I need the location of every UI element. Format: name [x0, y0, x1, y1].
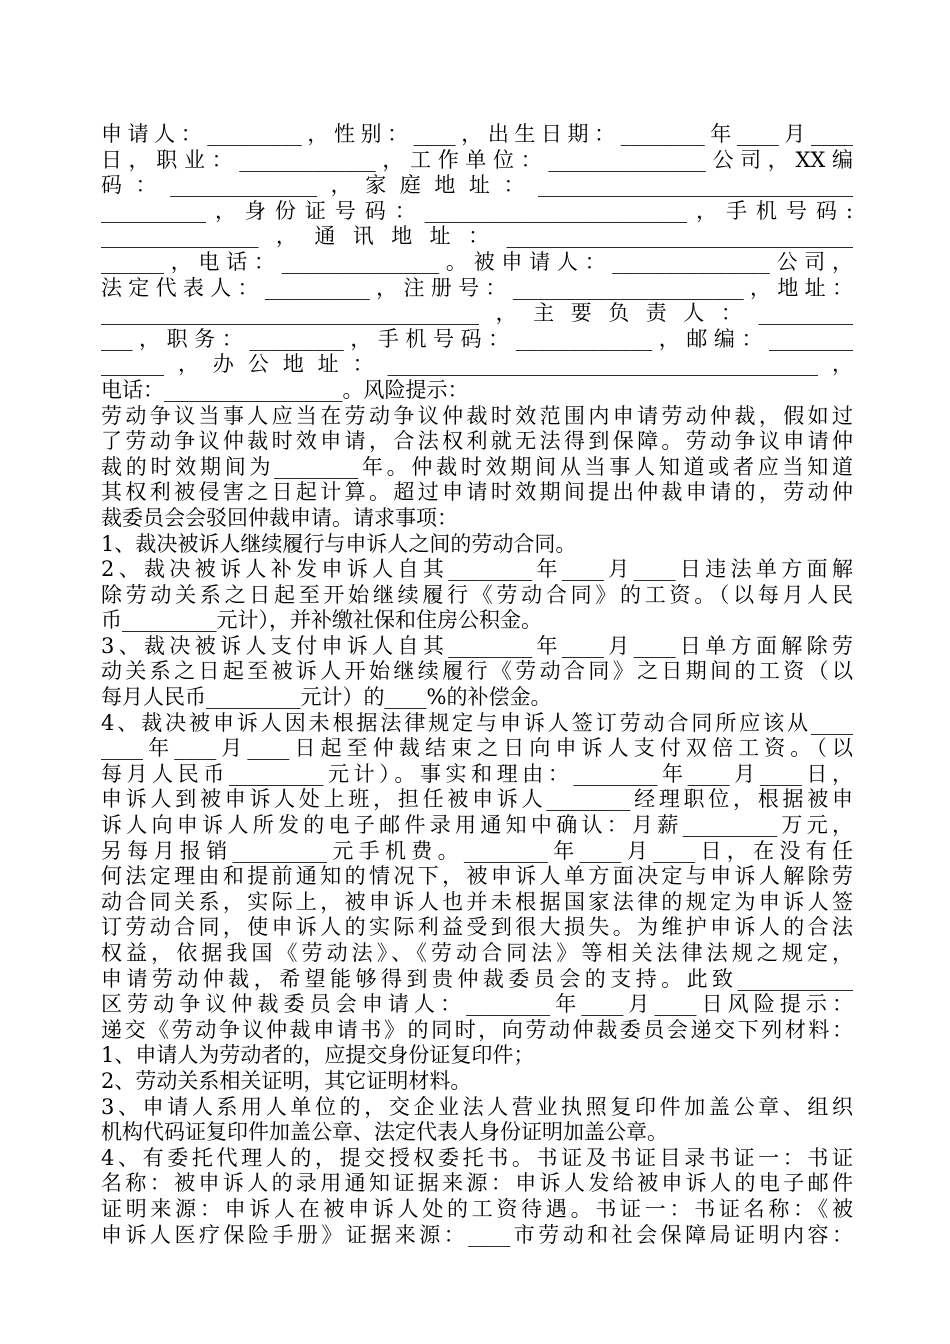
text-line: 了劳动争议仲裁时效申请，合法权利就无法得到保障。劳动争议申请仲	[101, 429, 853, 454]
text-line: 递交《劳动争议仲裁申请书》的同时，向劳动仲裁委员会递交下列材料：	[101, 1017, 853, 1042]
text-line: 动合同关系，实际上，被申诉人也并未根据国家法律的规定为申诉人签	[101, 889, 853, 914]
text-line: 名称：被申诉人的录用通知证据来源：申诉人发给被申诉人的电子邮件	[101, 1171, 853, 1196]
text-line: ____________________________________，主要负责人：_________	[101, 301, 853, 326]
text-line: 权益，依据我国《劳动法》、《劳动合同法》等相关法律法规之规定，	[101, 941, 853, 965]
text-line: 申请人：_________，性别：____，出生日期：________年____月____	[101, 122, 853, 146]
text-line: ___，职务：_________，手机号码：_____________，邮编：________	[101, 326, 853, 351]
text-line: 每月人民币_________元计）的____%的补偿金。	[101, 685, 552, 710]
text-line: 4、有委托代理人的，提交授权委托书。书证及书证目录书证一：书证	[101, 1145, 853, 1170]
text-line: 除劳动关系之日起至开始继续履行《劳动合同》的工资。（以每月人民	[101, 582, 853, 607]
text-line: 证明来源：申诉人在被申诉人处的工资待遇。书证一：书证名称：《被	[101, 1196, 853, 1221]
text-line: ______，电话：_______________。被申请人：_______________公司，	[101, 249, 853, 274]
text-line: _______________，通讯地址：_________________________________	[101, 224, 853, 249]
text-line: 3、裁决被诉人支付申诉人自其________年____月____日单方面解除劳	[101, 633, 853, 658]
text-line: 何法定理由和提前通知的情况下，被申诉人单方面决定与申诉人解除劳	[101, 864, 853, 889]
text-line: 4、裁决被申诉人因未根据法律规定与申诉人签订劳动合同所应该从____	[101, 710, 853, 735]
text-line: 1、裁决被诉人继续履行与申诉人之间的劳动合同。	[101, 531, 577, 556]
text-line: 1、申请人为劳动者的，应提交身份证复印件；	[101, 1043, 535, 1068]
text-line: 订劳动合同，使申诉人的实际利益受到很大损失。为维护申诉人的合法	[101, 915, 853, 940]
text-line: 裁的时效期间为________年。仲裁时效期间从当事人知道或者应当知道	[101, 454, 853, 479]
text-line: ____年____月____日起至仲裁结束之日向申诉人支付双倍工资。（以	[101, 736, 853, 761]
text-line: ______，办公地址：_________________________________________，	[101, 352, 853, 377]
text-line: 申请劳动仲裁，希望能够得到贵仲裁委员会的支持。此致___________	[101, 966, 853, 991]
text-line: 法定代表人：__________，注册号：______________________，地址：	[101, 275, 853, 300]
text-line: 裁委员会会驳回仲裁申请。请求事项：	[101, 505, 458, 530]
text-line: 3、申请人系用人单位的，交企业法人营业执照复印件加盖公章、组织	[101, 1094, 853, 1119]
text-line: 诉人向申诉人所发的电子邮件录用通知中确认：月薪_________万元，	[101, 813, 853, 838]
text-line: 申诉人到被申诉人处上班，担任被申诉人________经理职位，根据被申	[101, 787, 853, 812]
text-line: 另每月报销_________元手机费。________年____月____日，在没有任	[101, 838, 853, 863]
text-line: 动关系之日起至被诉人开始继续履行《劳动合同》之日期间的工资（以	[101, 659, 853, 684]
text-line: 2、劳动关系相关证明，其它证明材料。	[101, 1068, 472, 1093]
text-line: 日，职业：_____________，工作单位：_______________公司，XX编	[101, 147, 853, 172]
document-body	[101, 122, 853, 1248]
text-line: __________，身份证号码：_________________________，手机号码:	[101, 198, 853, 223]
text-line: 2、裁决被诉人补发申诉人自其________年____月____日违法单方面解	[101, 557, 853, 582]
text-line: 每月人民币_________元计）。事实和理由：________年____月____日，	[101, 761, 853, 786]
text-line: 申诉人医疗保险手册》证据来源：____市劳动和社会保障局证明内容：	[101, 1222, 853, 1247]
text-line: 其权利被侵害之日起计算。超过申请时效期间提出仲裁申请的，劳动仲	[101, 480, 853, 505]
text-line: 币_________元计），并补缴社保和住房公积金。	[101, 608, 542, 633]
text-line: 码：______________，家庭地址：______________________________	[101, 173, 853, 198]
text-line: 劳动争议当事人应当在劳动争议仲裁时效范围内申请劳动仲裁，假如过	[101, 403, 853, 428]
text-line: 电话：_________________。风险提示：	[101, 377, 469, 402]
text-line: 机构代码证复印件加盖公章、法定代表人身份证明加盖公章。	[101, 1120, 668, 1145]
text-line: 区劳动争议仲裁委员会申请人：________年____月____日风险提示：	[101, 992, 853, 1017]
